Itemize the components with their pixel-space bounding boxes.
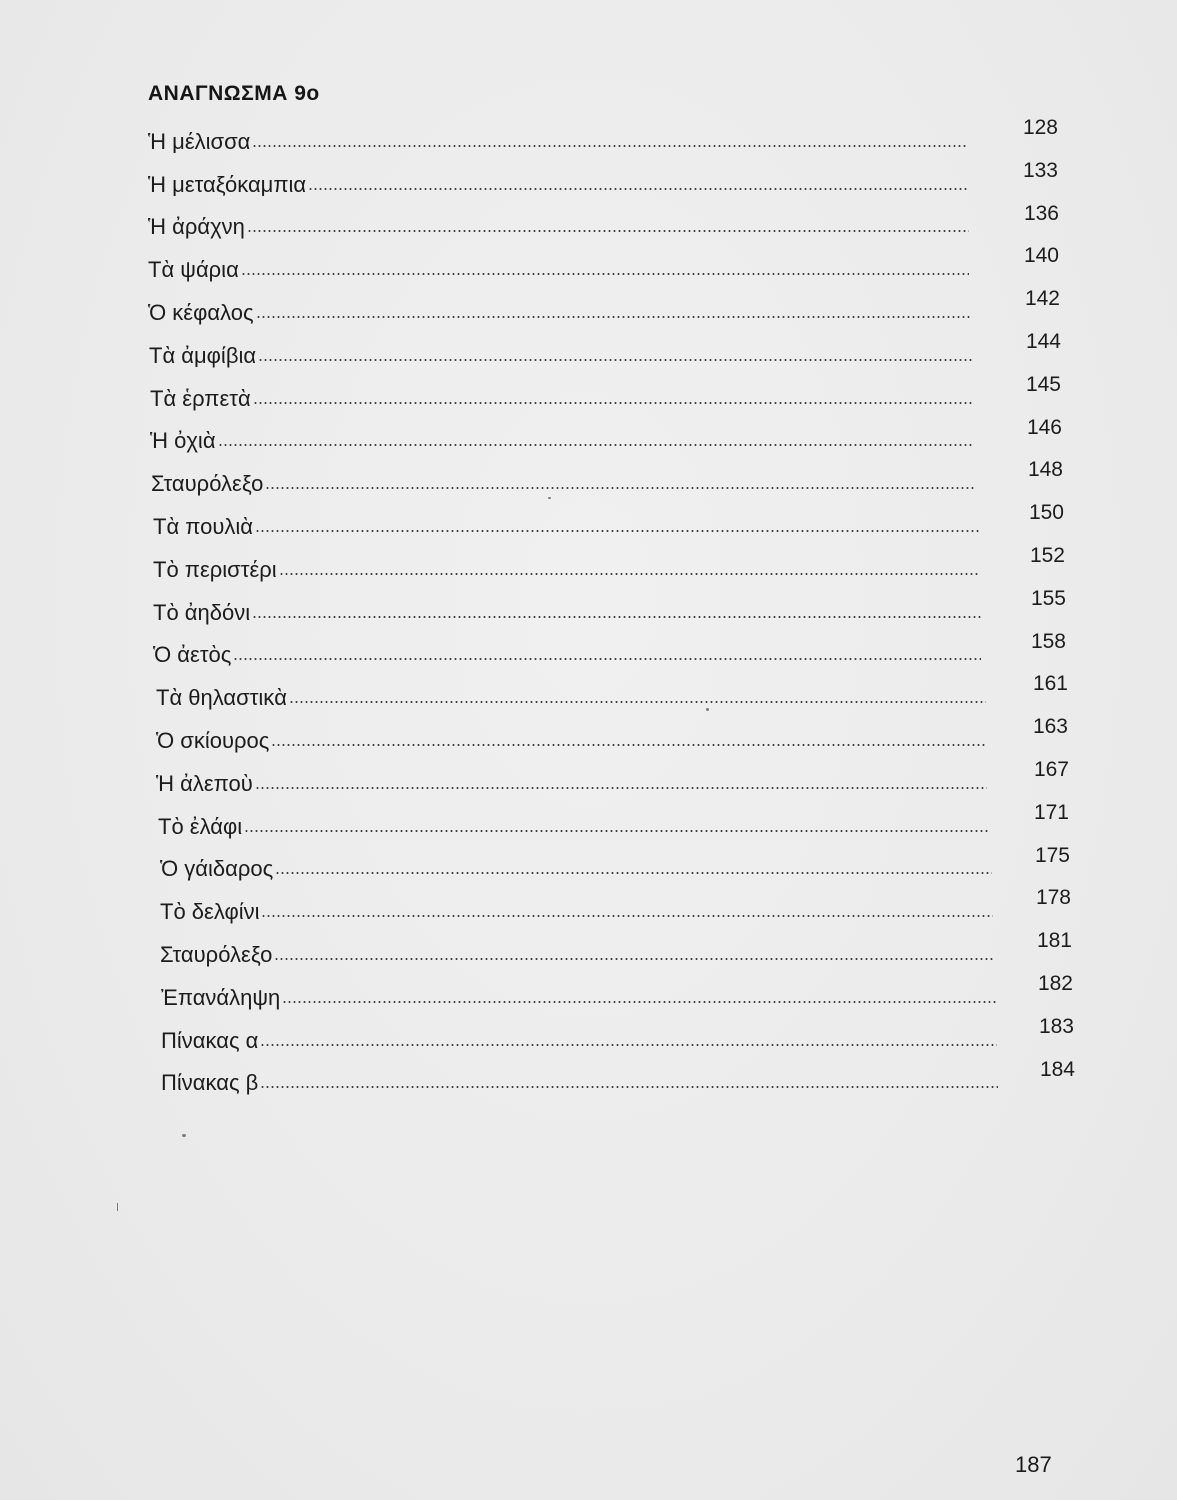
toc-entry-title: Ὁ κέφαλος <box>148 299 254 325</box>
dot-leader <box>265 487 976 489</box>
toc-entry-page: 161 <box>1032 672 1068 696</box>
toc-entry-title: Ἡ ὀχιὰ <box>150 428 216 454</box>
toc-entry <box>148 112 1058 155</box>
toc-entry-title: Σταυρόλεξο <box>151 471 264 497</box>
toc-entry <box>148 326 1061 369</box>
dot-leader <box>252 145 968 147</box>
toc-entry <box>148 754 1069 797</box>
toc-entry-title: Τὸ δελφίνι <box>160 899 260 925</box>
toc-entry-title: Τὰ θηλαστικὰ <box>156 685 288 711</box>
toc-entry-page: 148 <box>1027 458 1063 482</box>
dot-leader <box>253 402 973 404</box>
toc-entry-page: 181 <box>1036 929 1072 953</box>
dot-leader <box>258 359 972 361</box>
toc-entry <box>148 925 1072 968</box>
page-number: 187 <box>1015 1452 1052 1477</box>
toc-entry <box>148 968 1073 1011</box>
dot-leader <box>241 273 969 275</box>
toc-entry-title: Τὰ ἀμφίβια <box>149 342 257 368</box>
toc-entry-page: 175 <box>1034 843 1070 867</box>
toc-entry <box>148 412 1062 455</box>
toc-entry-title: Ὁ ἀετὸς <box>153 642 232 668</box>
toc-entry-title: Τὰ ψάρια <box>148 257 239 283</box>
toc-entry-page: 136 <box>1023 201 1059 225</box>
toc-entry <box>148 882 1071 925</box>
toc-entry-page: 146 <box>1026 415 1062 439</box>
toc-entry-title: Τὸ περιστέρι <box>153 556 277 582</box>
dot-leader <box>260 1044 997 1046</box>
section-title: ΑΝΑΓΝΩΣΜΑ 9ο <box>148 82 320 105</box>
toc-entry-page: 184 <box>1039 1057 1075 1081</box>
toc-entry <box>148 454 1063 497</box>
toc-entry-page: 133 <box>1022 158 1058 182</box>
toc-entry <box>148 840 1070 883</box>
toc-entry-page: 128 <box>1022 116 1058 139</box>
scan-speck <box>548 497 551 499</box>
dot-leader <box>289 701 986 703</box>
dot-leader <box>233 658 981 660</box>
dot-leader <box>308 188 968 190</box>
toc-entry <box>148 711 1068 754</box>
scan-speck <box>706 708 709 711</box>
toc-entry <box>148 1011 1074 1054</box>
toc-entry-title: Ὁ σκίουρος <box>156 727 270 753</box>
toc-entry-title: Τὰ πουλιὰ <box>153 513 254 539</box>
toc-entry <box>148 198 1059 241</box>
dot-leader <box>282 1001 996 1003</box>
toc-entry-page: 152 <box>1029 543 1065 567</box>
toc-entry-page: 150 <box>1028 501 1064 525</box>
toc-entry-page: 163 <box>1032 715 1068 739</box>
toc-entry <box>148 626 1066 669</box>
toc-entry <box>148 583 1066 626</box>
dot-leader <box>279 573 980 575</box>
toc-entry-title: Τὸ ἐλάφι <box>158 813 243 839</box>
dot-leader <box>244 830 989 832</box>
toc-entry-page: 140 <box>1023 244 1059 268</box>
dot-leader <box>260 1086 998 1088</box>
toc-entry-title: Ἡ μέλισσα <box>148 128 251 154</box>
toc-entry-title: Τὰ ἑρπετὰ <box>150 385 251 411</box>
toc-entry-title: Πίνακας α <box>161 1027 259 1053</box>
toc-entry <box>148 369 1061 412</box>
dot-leader <box>252 616 981 618</box>
toc-entry-title: Ἐπανάληψη <box>161 984 281 1010</box>
dot-leader <box>261 915 993 917</box>
toc-entry-page: 155 <box>1030 586 1066 610</box>
toc-entry-page: 167 <box>1033 757 1069 781</box>
dot-leader <box>247 230 969 232</box>
dot-leader <box>255 787 987 789</box>
toc-entry-page: 144 <box>1025 329 1061 353</box>
toc-entry <box>148 155 1058 198</box>
scan-speck <box>182 1134 186 1137</box>
toc-entry-page: 171 <box>1033 800 1069 824</box>
dot-leader <box>218 444 974 446</box>
dot-leader <box>275 872 992 874</box>
toc-entry-title: Τὸ ἀηδόνι <box>153 599 251 625</box>
dot-leader <box>256 316 970 318</box>
dot-leader <box>271 744 986 746</box>
table-of-contents <box>148 112 1075 1096</box>
toc-entry-title: Ὁ γάιδαρος <box>160 856 274 882</box>
toc-entry-page: 178 <box>1035 886 1071 910</box>
toc-entry-title: Ἡ ἀράχνη <box>148 214 245 240</box>
toc-entry <box>148 497 1064 540</box>
toc-entry-page: 182 <box>1037 971 1073 995</box>
toc-entry <box>148 668 1068 711</box>
toc-entry <box>148 283 1060 326</box>
toc-entry-title: Σταυρόλεξο <box>160 941 273 967</box>
toc-entry-title: Ἡ ἀλεποὺ <box>156 770 253 796</box>
toc-entry <box>148 240 1059 283</box>
toc-entry-page: 145 <box>1025 372 1061 396</box>
scan-speck <box>117 1203 118 1211</box>
toc-entry <box>148 797 1069 840</box>
dot-leader <box>274 958 994 960</box>
toc-entry <box>148 540 1065 583</box>
toc-entry <box>148 1054 1075 1097</box>
toc-entry-title: Ἡ μεταξόκαμπια <box>148 171 307 197</box>
toc-entry-title: Πίνακας β <box>161 1070 259 1096</box>
toc-entry-page: 158 <box>1030 629 1066 653</box>
toc-entry-page: 183 <box>1038 1014 1074 1038</box>
toc-entry-page: 142 <box>1024 287 1060 311</box>
dot-leader <box>255 530 979 532</box>
